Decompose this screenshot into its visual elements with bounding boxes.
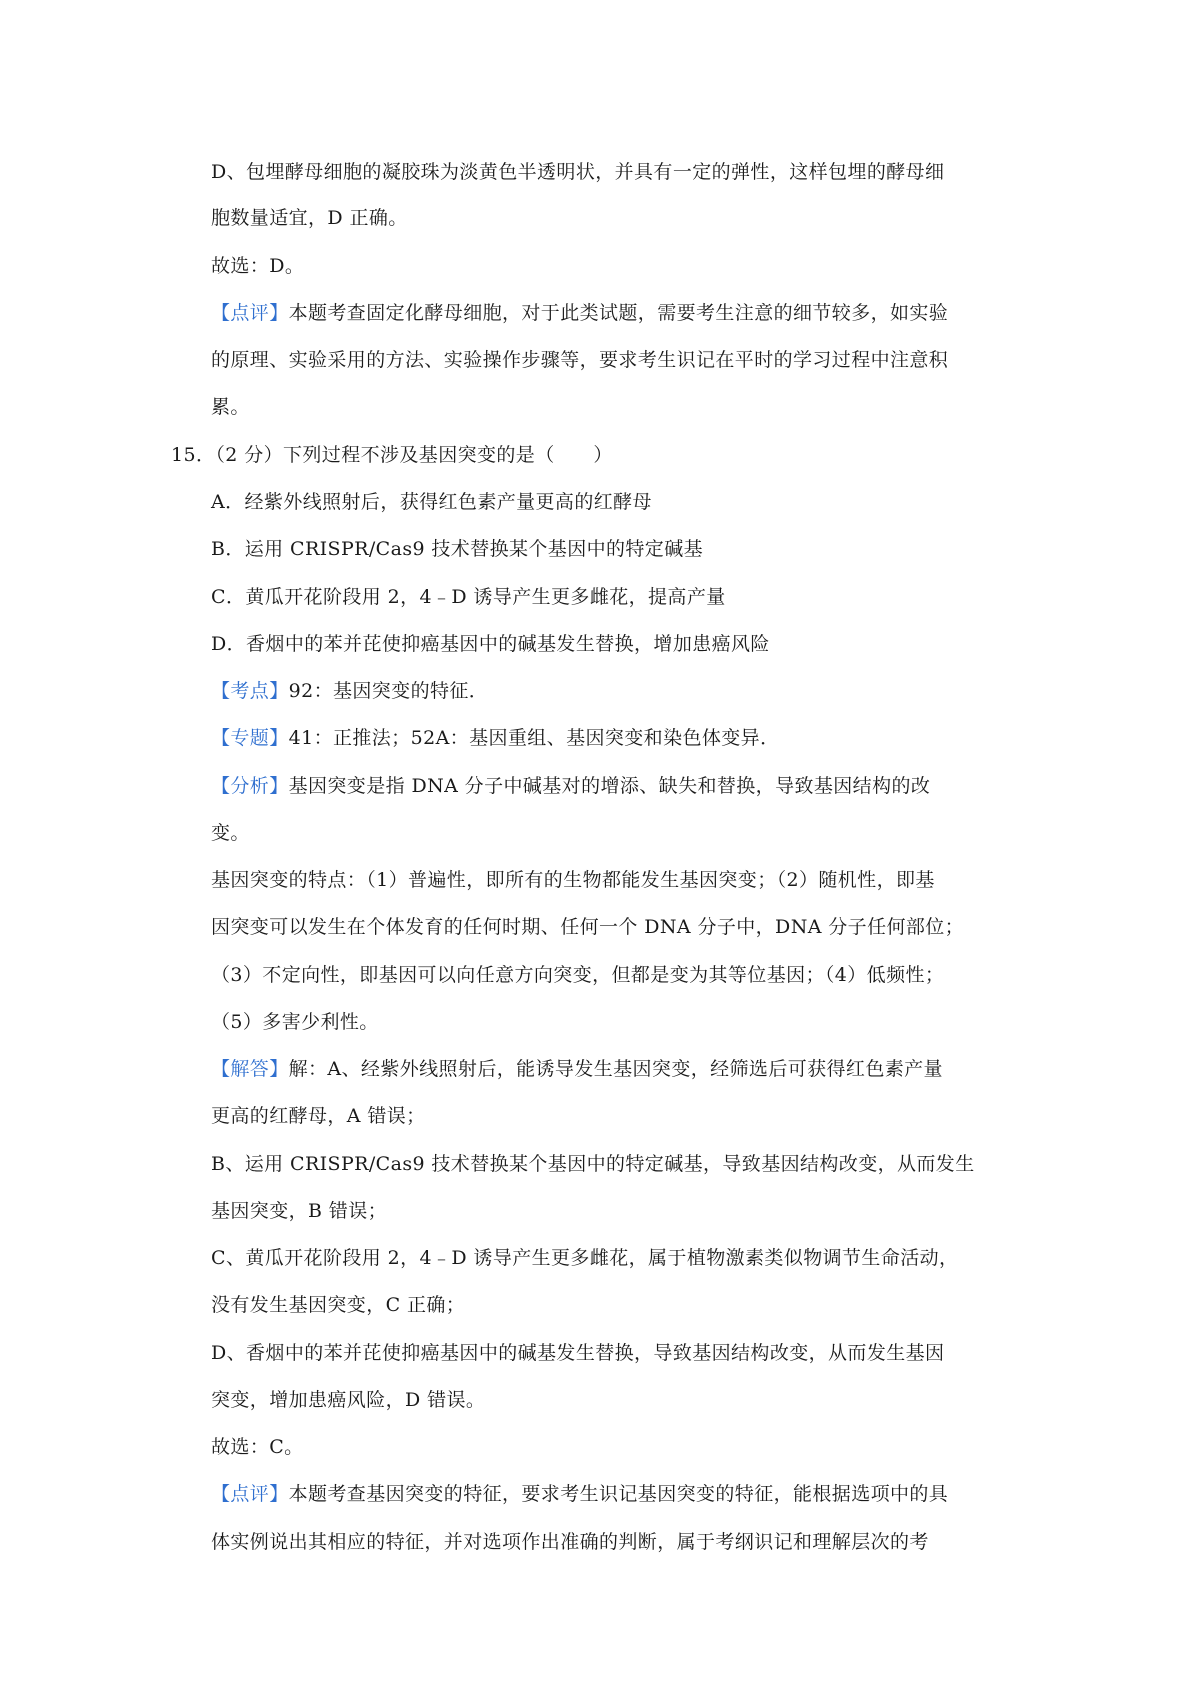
dianping-line-2: 体实例说出其相应的特征，并对选项作出准确的判断，属于考纲识记和理解层次的考 [211,1531,929,1553]
zhuanti-tag: 【专题】 [211,727,289,749]
prev-review-text-1: 本题考查固定化酵母细胞，对于此类试题，需要考生注意的细节较多，如实验 [288,302,949,324]
fenxi-tag: 【分析】 [211,775,289,797]
dianping-line-1 [211,1482,1031,1506]
jieda-text-a-1: 解：A、经紫外线照射后，能诱导发生基因突变，经筛选后可获得红色素产量 [288,1058,943,1080]
prev-review-line-3: 累。 [211,396,250,418]
prev-review-line-1 [211,301,1031,325]
jieda-c-line-1: C、黄瓜开花阶段用 2，4﹣D 诱导产生更多雌花，属于植物激素类似物调节生命活动， [211,1247,959,1269]
prev-answer-d-line-1: D、包埋酵母细胞的凝胶珠为淡黄色半透明状，并具有一定的弹性，这样包埋的酵母细 [211,161,945,183]
option-a: A．经紫外线照射后，获得红色素产量更高的红酵母 [211,491,652,513]
option-b: B．运用 CRISPR/Cas9 技术替换某个基因中的特定碱基 [211,538,704,560]
option-d: D．香烟中的苯并芘使抑癌基因中的碱基发生替换，增加患癌风险 [211,633,770,655]
jieda-a-line-2: 更高的红酵母，A 错误； [211,1105,426,1127]
jieda-tag: 【解答】 [211,1058,289,1080]
prev-answer-d-line-2: 胞数量适宜，D 正确。 [211,207,408,229]
jieda-c-line-2: 没有发生基因突变，C 正确； [211,1294,466,1316]
prev-review-line-2: 的原理、实验采用的方法、实验操作步骤等，要求考生识记在平时的学习过程中注意积 [211,349,949,371]
jieda-b-line-2: 基因突变，B 错误； [211,1200,388,1222]
kaodian-line [211,679,1031,703]
review-tag: 【点评】 [211,302,289,324]
dianping-text-1: 本题考查基因突变的特征，要求考生识记基因突变的特征，能根据选项中的具 [288,1483,949,1505]
fenxi-line-5: （3）不定向性，即基因可以向任意方向突变，但都是变为其等位基因；（4）低频性； [211,964,945,986]
jieda-line-1 [211,1057,1031,1081]
zhuanti-text: 41：正推法；52A：基因重组、基因突变和染色体变异． [288,727,780,749]
dianping-tag: 【点评】 [211,1483,289,1505]
jieda-choice: 故选：C。 [211,1436,304,1458]
fenxi-line-2: 变。 [211,822,250,844]
fenxi-line-1 [211,774,1031,798]
prev-answer-choice: 故选：D。 [211,255,305,277]
question-stem: 15．（2 分）下列过程不涉及基因突变的是（ ） [171,444,613,466]
fenxi-line-6: （5）多害少利性。 [211,1011,379,1033]
fenxi-text-1: 基因突变是指 DNA 分子中碱基对的增添、缺失和替换，导致基因结构的改 [288,775,931,797]
kaodian-tag: 【考点】 [211,680,289,702]
fenxi-line-3: 基因突变的特点：（1）普遍性，即所有的生物都能发生基因突变；（2）随机性，即基 [211,869,935,891]
jieda-d-line-1: D、香烟中的苯并芘使抑癌基因中的碱基发生替换，导致基因结构改变，从而发生基因 [211,1342,945,1364]
jieda-d-line-2: 突变，增加患癌风险，D 错误。 [211,1389,486,1411]
option-c: C．黄瓜开花阶段用 2，4﹣D 诱导产生更多雌花，提高产量 [211,586,726,608]
zhuanti-line [211,726,1031,750]
kaodian-text: 92：基因突变的特征． [288,680,489,702]
jieda-b-line-1: B、运用 CRISPR/Cas9 技术替换某个基因中的特定碱基，导致基因结构改变，从而发生 [211,1153,975,1175]
fenxi-line-4: 因突变可以发生在个体发育的任何时期、任何一个 DNA 分子中，DNA 分子任何部位； [211,916,965,938]
